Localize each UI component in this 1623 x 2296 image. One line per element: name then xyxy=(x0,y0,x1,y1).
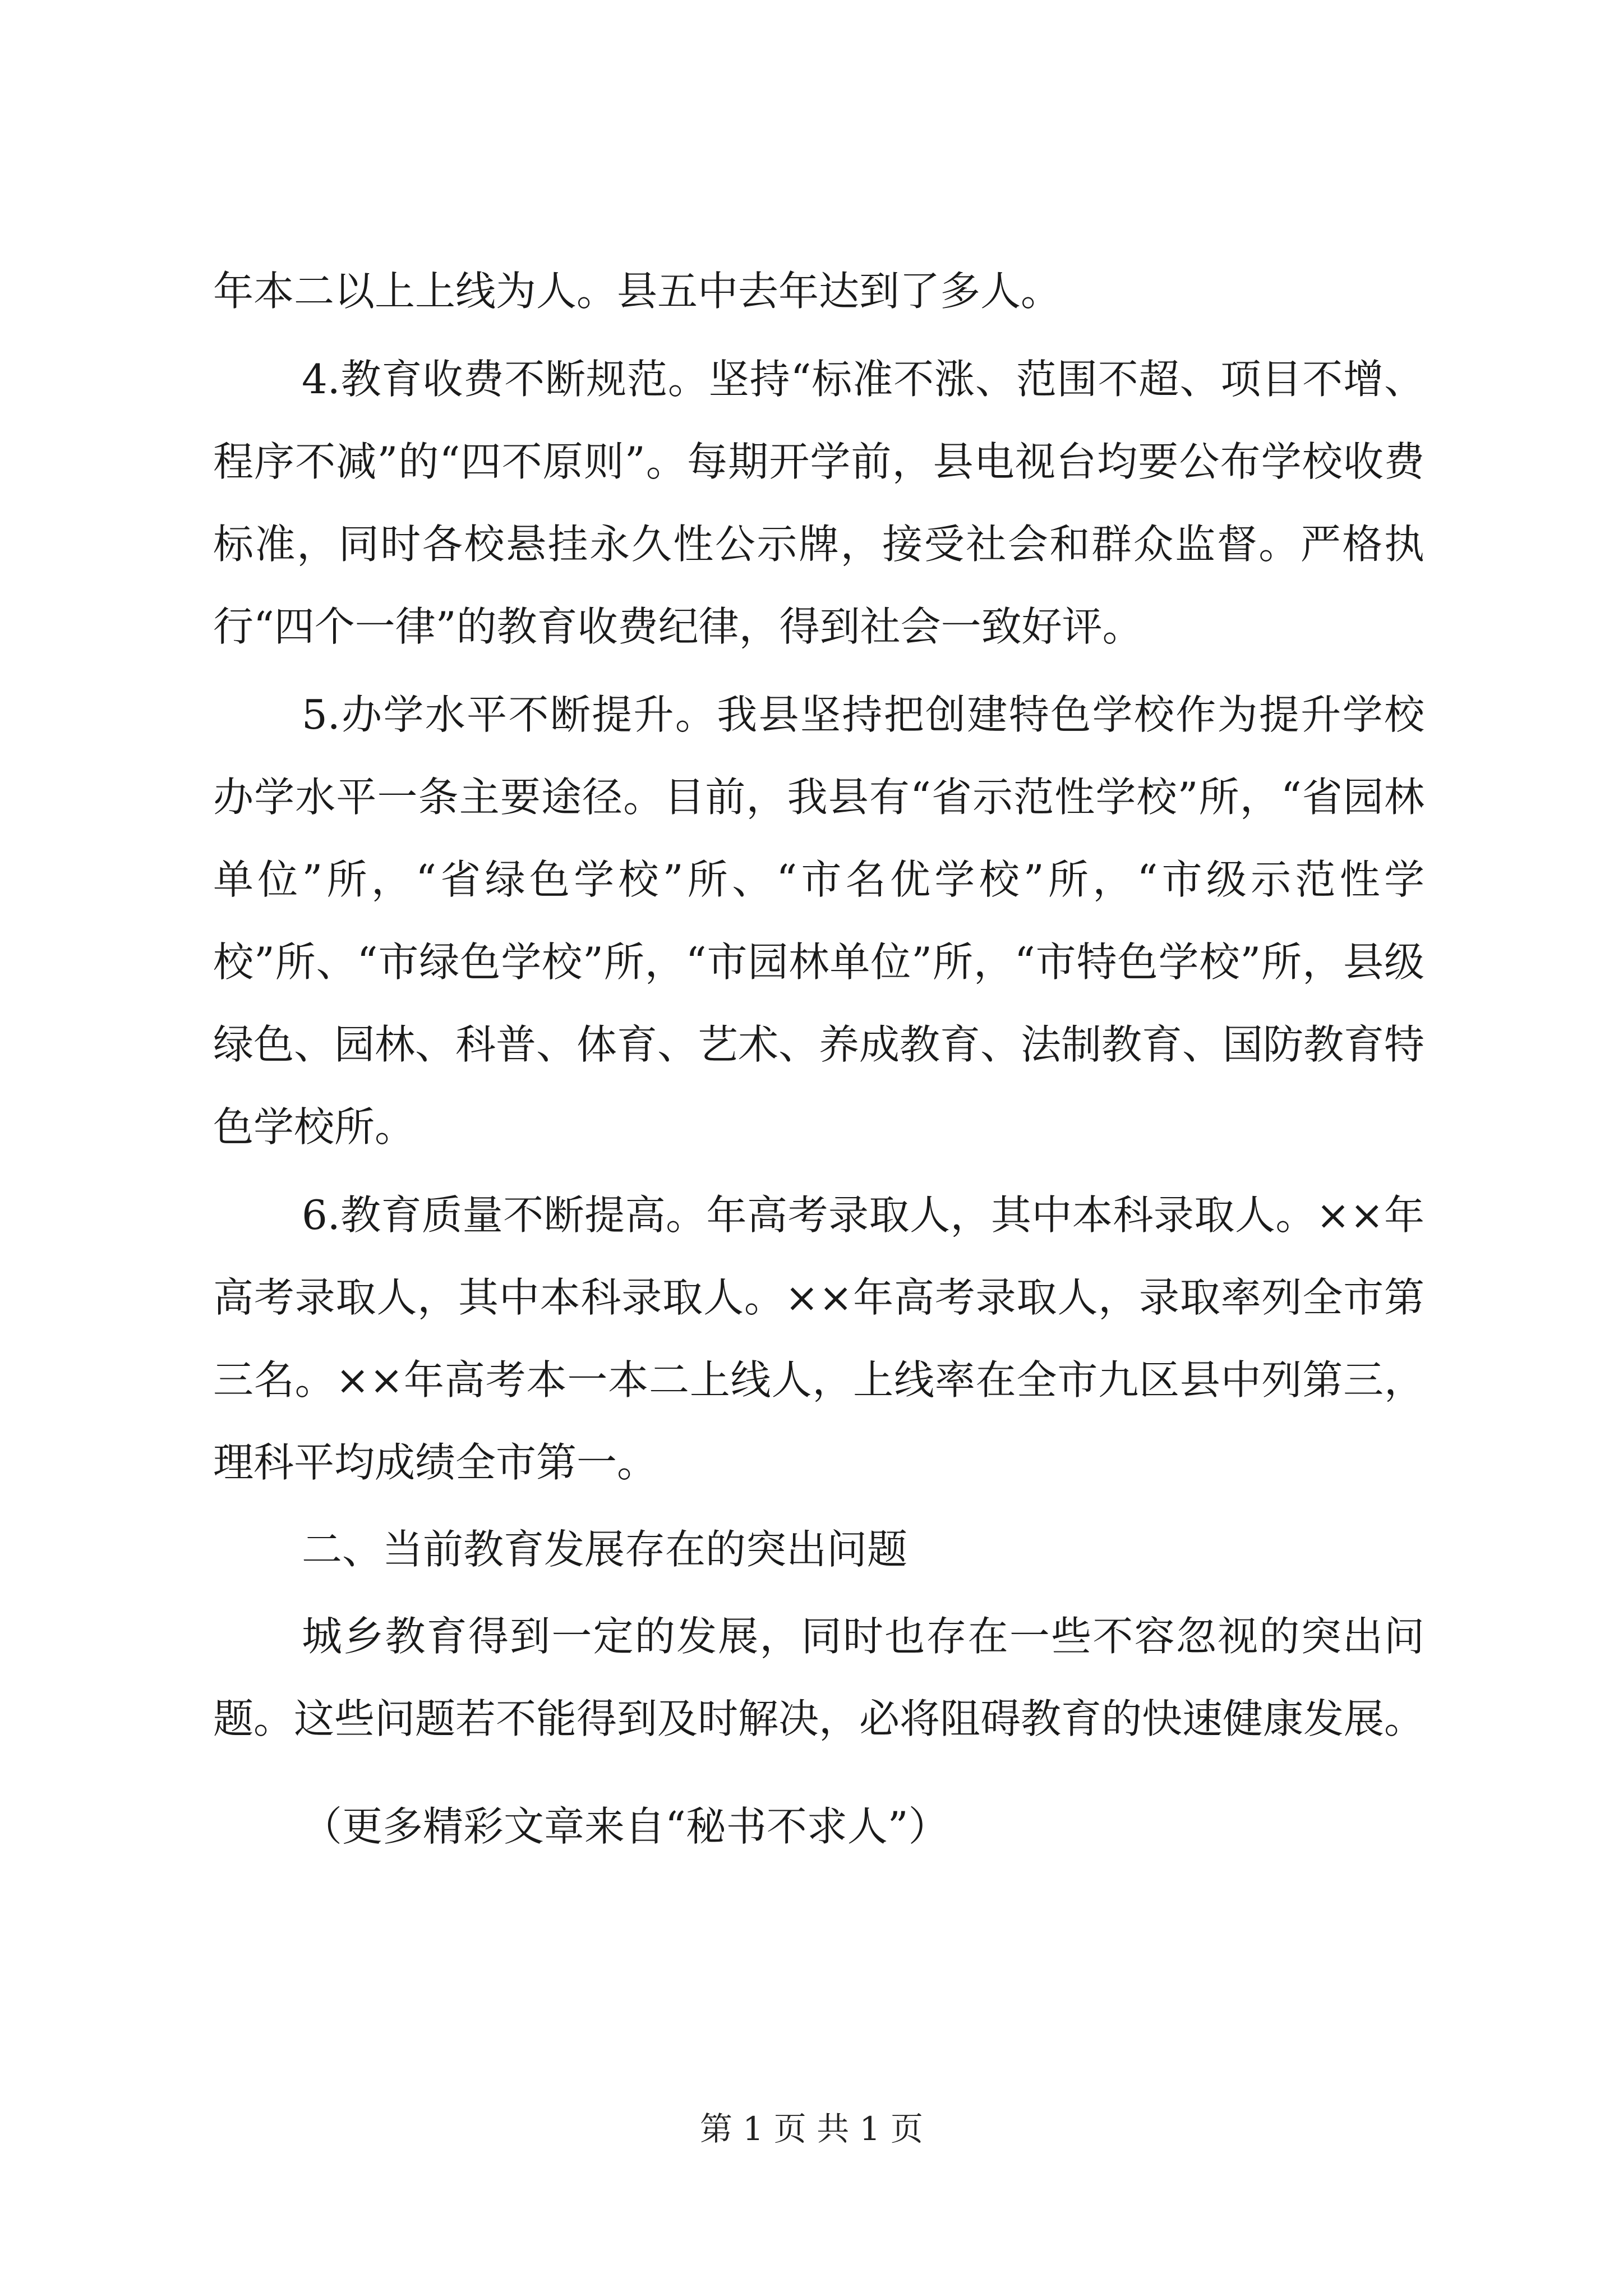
paragraph-education-quality: 6.教育质量不断提高。年高考录取人，其中本科录取人。××年高考录取人，其中本科录取人。××年高考录取人，录取率列全市第三名。××年高考本一本二上线人，上线率在全市九区县中列第三，理科平均成绩全市第一。 xyxy=(213,1191,1424,1486)
document-body xyxy=(213,250,1424,1872)
section-heading: 二、当前教育发展存在的突出问题 xyxy=(302,1526,908,1573)
page-number-footer: 第 1 页 共 1 页 xyxy=(700,2110,923,2148)
paragraph-fee-regulation: 4.教育收费不断规范。坚持“标准不涨、范围不超、项目不增、程序不减”的“四不原则”。每期开学前，县电视台均要公布学校收费标准，同时各校悬挂永久性公示牌，接受社会和群众监督。严格执行“四个一律”的教育收费纪律，得到社会一致好评。 xyxy=(213,356,1424,650)
paragraph-school-level: 5.办学水平不断提升。我县坚持把创建特色学校作为提升学校办学水平一条主要途径。目前，我县有“省示范性学校”所，“省园林单位”所，“省绿色学校”所、“市名优学校”所，“市级示范性学校”所、“市绿色学校”所，“市园林单位”所，“市特色学校”所，县级绿色、园林、科普、体育、艺术、养成教育、法制教育、国防教育特色学校所。 xyxy=(213,691,1425,1151)
paragraph-problems-intro: 城乡教育得到一定的发展，同时也存在一些不容忽视的突出问题。这些问题若不能得到及时解决，必将阻碍教育的快速健康发展。 xyxy=(213,1613,1425,1742)
paragraph-continuation: 年本二以上上线为人。县五中去年达到了多人。 xyxy=(213,268,1062,315)
source-note: （更多精彩文章来自“秘书不求人”） xyxy=(302,1803,949,1850)
